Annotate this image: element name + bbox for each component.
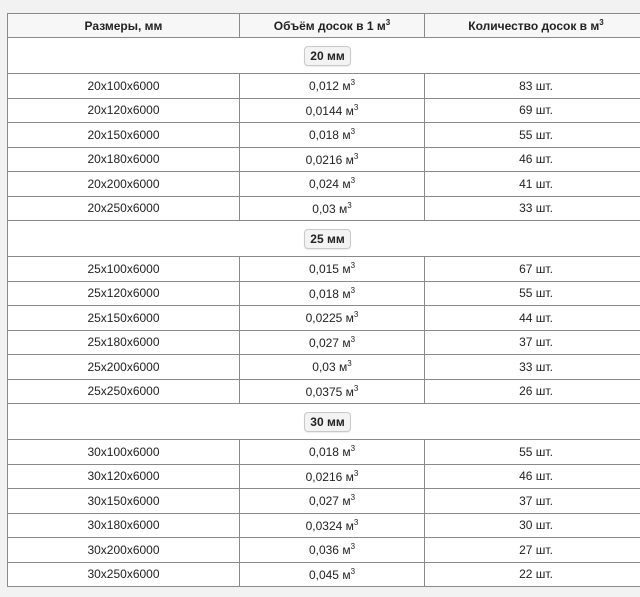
size-cell: 30x120x6000 (8, 464, 240, 489)
count-cell: 67 шт. (425, 257, 640, 282)
volume-unit-exponent: 3 (347, 359, 352, 369)
table-row (8, 74, 640, 99)
size-cell: 25x150x6000 (8, 306, 240, 331)
size-cell: 20x250x6000 (8, 196, 240, 221)
volume-unit-exponent: 3 (350, 78, 356, 88)
table-body (8, 38, 640, 587)
volume-value: 0,0225 (305, 311, 343, 326)
size-cell: 25x100x6000 (8, 257, 240, 282)
size-cell: 20x200x6000 (8, 172, 240, 197)
count-cell: 55 шт. (425, 440, 640, 465)
volume-value: 0,0144 (305, 103, 343, 118)
table-row (8, 306, 640, 331)
header-size: Размеры, мм (8, 14, 240, 38)
table-row (8, 538, 640, 563)
table-row (8, 330, 640, 355)
count-cell: 27 шт. (425, 538, 640, 563)
volume-unit-exponent: 3 (353, 310, 359, 320)
volume-cell (240, 306, 425, 331)
volume-unit-exponent: 3 (353, 102, 359, 112)
table-row (8, 464, 640, 489)
volume-cell (240, 281, 425, 306)
volume-value: 0,018 (308, 128, 339, 143)
volume-unit: м (345, 518, 354, 533)
group-header-row (8, 221, 640, 257)
count-cell: 37 шт. (425, 330, 640, 355)
table-row (8, 440, 640, 465)
volume-unit-exponent: 3 (353, 517, 359, 527)
volume-value: 0,012 (308, 79, 339, 94)
board-volume-table (7, 13, 640, 587)
volume-unit: м (342, 286, 351, 301)
count-cell: 37 шт. (425, 489, 640, 514)
group-header-cell (8, 404, 640, 440)
volume-unit: м (345, 469, 354, 484)
volume-unit: м (339, 360, 348, 375)
size-cell: 20x180x6000 (8, 147, 240, 172)
volume-unit: м (342, 494, 351, 509)
table-row (8, 513, 640, 538)
table-row (8, 123, 640, 148)
volume-value: 0,03 (312, 201, 336, 216)
volume-cell (240, 464, 425, 489)
count-cell: 33 шт. (425, 196, 640, 221)
volume-unit: м (342, 335, 351, 350)
volume-value: 0,018 (308, 286, 339, 301)
group-header-row (8, 404, 640, 440)
volume-cell (240, 74, 425, 99)
volume-cell (240, 440, 425, 465)
volume-unit-exponent: 3 (350, 127, 356, 137)
table-row (8, 379, 640, 404)
volume-unit: м (345, 384, 354, 399)
table-header-row (8, 14, 640, 38)
volume-cell (240, 513, 425, 538)
volume-value: 0,045 (308, 567, 339, 582)
volume-unit: м (342, 79, 351, 94)
volume-cell (240, 379, 425, 404)
size-cell: 30x150x6000 (8, 489, 240, 514)
count-cell: 55 шт. (425, 123, 640, 148)
volume-unit-exponent: 3 (353, 383, 359, 393)
size-cell: 20x100x6000 (8, 74, 240, 99)
volume-unit-exponent: 3 (350, 493, 356, 503)
volume-unit: м (345, 152, 354, 167)
volume-unit-exponent: 3 (350, 261, 356, 271)
volume-cell (240, 538, 425, 563)
volume-unit-exponent: 3 (350, 176, 356, 186)
thickness-badge: 30 мм (304, 412, 350, 432)
volume-value: 0,027 (308, 335, 339, 350)
group-header-cell (8, 38, 640, 74)
group-header-cell (8, 221, 640, 257)
size-cell: 30x250x6000 (8, 562, 240, 587)
size-cell: 30x200x6000 (8, 538, 240, 563)
table-row (8, 172, 640, 197)
table-row (8, 257, 640, 282)
volume-cell (240, 489, 425, 514)
size-cell: 25x200x6000 (8, 355, 240, 380)
group-header-row (8, 38, 640, 74)
volume-cell (240, 257, 425, 282)
table-row (8, 355, 640, 380)
volume-unit: м (342, 543, 351, 558)
volume-unit-exponent: 3 (353, 151, 359, 161)
size-cell: 30x100x6000 (8, 440, 240, 465)
volume-value: 0,018 (308, 445, 339, 460)
volume-unit-exponent: 3 (350, 334, 356, 344)
count-cell: 30 шт. (425, 513, 640, 538)
volume-cell (240, 172, 425, 197)
volume-cell (240, 147, 425, 172)
count-cell: 69 шт. (425, 98, 640, 123)
count-cell: 26 шт. (425, 379, 640, 404)
volume-cell (240, 355, 425, 380)
volume-unit: м (345, 311, 354, 326)
volume-unit: м (342, 262, 351, 277)
volume-unit: м (345, 103, 354, 118)
volume-unit-exponent: 3 (353, 468, 359, 478)
volume-unit: м (342, 445, 351, 460)
header-volume: Объём досок в 1 $м^3$ (240, 14, 425, 38)
table-row (8, 562, 640, 587)
table-row (8, 98, 640, 123)
volume-value: 0,0216 (305, 152, 343, 167)
volume-value: 0,027 (308, 494, 339, 509)
count-cell: 55 шт. (425, 281, 640, 306)
size-cell: 25x250x6000 (8, 379, 240, 404)
volume-value: 0,0216 (305, 469, 343, 484)
size-cell: 30x180x6000 (8, 513, 240, 538)
volume-value: 0,0324 (305, 518, 343, 533)
header-count: Количество досок в $м^3$ (425, 14, 640, 38)
volume-unit-exponent: 3 (350, 444, 356, 454)
volume-value: 0,036 (308, 543, 339, 558)
thickness-badge: 25 мм (304, 229, 350, 249)
count-cell: 22 шт. (425, 562, 640, 587)
count-cell: 33 шт. (425, 355, 640, 380)
volume-unit: м (342, 177, 351, 192)
table-row (8, 281, 640, 306)
count-cell: 83 шт. (425, 74, 640, 99)
volume-value: 0,024 (308, 177, 339, 192)
volume-cell (240, 98, 425, 123)
count-cell: 41 шт. (425, 172, 640, 197)
volume-unit-exponent: 3 (350, 285, 356, 295)
volume-unit: м (342, 567, 351, 582)
table-row (8, 196, 640, 221)
table-row (8, 489, 640, 514)
thickness-badge: 20 мм (304, 46, 350, 66)
size-cell: 25x180x6000 (8, 330, 240, 355)
volume-unit-exponent: 3 (347, 200, 352, 210)
count-cell: 46 шт. (425, 464, 640, 489)
volume-unit: м (339, 201, 348, 216)
count-cell: 46 шт. (425, 147, 640, 172)
count-cell: 44 шт. (425, 306, 640, 331)
volume-cell (240, 330, 425, 355)
volume-value: 0,015 (308, 262, 339, 277)
volume-value: 0,0375 (305, 384, 343, 399)
volume-cell (240, 562, 425, 587)
size-cell: 20x150x6000 (8, 123, 240, 148)
table-row (8, 147, 640, 172)
volume-unit: м (342, 128, 351, 143)
size-cell: 20x120x6000 (8, 98, 240, 123)
volume-cell (240, 196, 425, 221)
size-cell: 25x120x6000 (8, 281, 240, 306)
volume-value: 0,03 (312, 360, 336, 375)
volume-cell (240, 123, 425, 148)
volume-unit-exponent: 3 (350, 566, 356, 576)
volume-unit-exponent: 3 (350, 542, 356, 552)
